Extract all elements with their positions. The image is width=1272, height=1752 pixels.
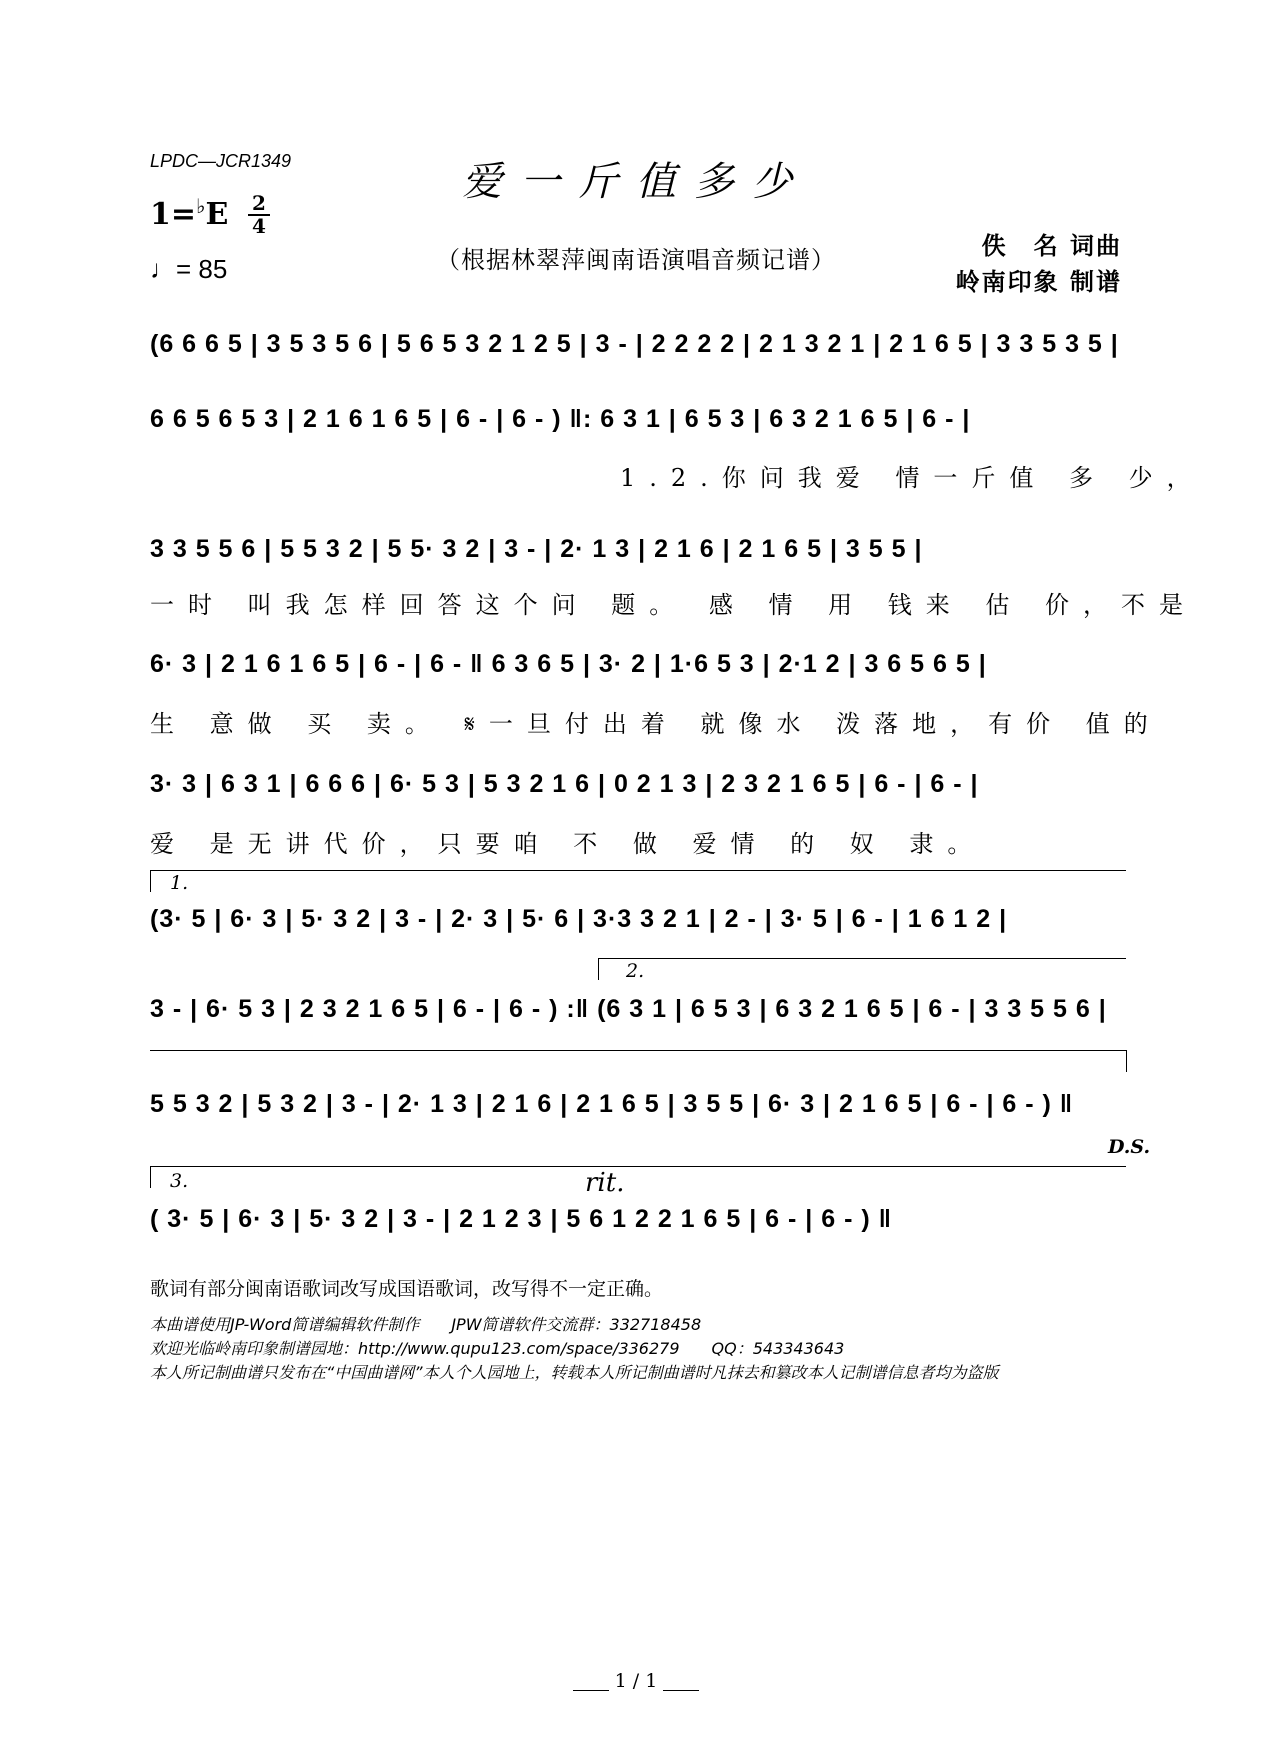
volta-bracket bbox=[598, 958, 1126, 959]
composer-credit: 佚 名 词曲 bbox=[981, 231, 1122, 260]
volta-bracket bbox=[150, 1050, 1126, 1051]
time-signature: 2 4 bbox=[248, 193, 270, 237]
footer-line: 本曲谱使用JP-Word简谱编辑软件制作 JPW简谱软件交流群：332718458 bbox=[150, 1315, 702, 1334]
score-row: (6 6 6 5 | 3 5 3 5 6 | 5 6 5 3 2 1 2 5 | 3 - | 2 2 2 2 | 2 1 3 2 1 | 2 1 6 5 | 3 3 5 3 5 | bbox=[150, 330, 1119, 358]
volta-bracket-tick bbox=[150, 870, 151, 892]
volta-label: 3. bbox=[170, 1170, 189, 1192]
lyrics-remark: 歌词有部分闽南语歌词改写成国语歌词，改写得不一定正确。 bbox=[150, 1278, 664, 1300]
volta-bracket bbox=[150, 870, 1126, 871]
score-row: (3· 5 | 6· 3 | 5· 3 2 | 3 - | 2· 3 | 5· 6 | 3·3 3 2 1 | 2 - | 3· 5 | 6 - | 1 6 1 2 | bbox=[150, 905, 1008, 933]
rit-marking: rit. bbox=[585, 1168, 625, 1198]
footer-line: 欢迎光临岭南印象制谱园地：http://www.qupu123.com/space/336279 QQ：543343643 bbox=[150, 1339, 845, 1358]
lyric-line: 爱 是无讲代价，只要咱 不 做 爱情 的 奴 隶。 bbox=[150, 830, 986, 858]
score-row: 5 5 3 2 | 5 3 2 | 3 - | 2· 1 3 | 2 1 6 | 2 1 6 5 | 3 5 5 | 6· 3 | 2 1 6 5 | 6 - | 6 - ) ‖ bbox=[150, 1090, 1074, 1118]
score-code: LPDC—JCR1349 bbox=[150, 151, 292, 171]
score-row: 3 - | 6· 5 3 | 2 3 2 1 6 5 | 6 - | 6 - ) :‖ (6 3 1 | 6 5 3 | 6 3 2 1 6 5 | 6 - | 3 3 5 5 6 | bbox=[150, 995, 1107, 1023]
volta-bracket-tick bbox=[1126, 1050, 1127, 1072]
score-row: 6 6 5 6 5 3 | 2 1 6 1 6 5 | 6 - | 6 - ) ‖: 6 3 1 | 6 5 3 | 6 3 2 1 6 5 | 6 - | bbox=[150, 405, 971, 433]
lyric-line: 一时 叫我怎样回答这个问 题。 感 情 用 钱来 估 价，不是 bbox=[150, 591, 1198, 619]
subtitle: （根据林翠萍闽南语演唱音频记谱） bbox=[436, 246, 836, 274]
key-signature: 1=♭E bbox=[150, 194, 229, 232]
volta-label: 2. bbox=[626, 960, 645, 982]
lyric-line: 生 意做 买 卖。 𝄋一旦付出着 就像水 泼落地，有价 值的 bbox=[150, 710, 1162, 738]
score-row: 6· 3 | 2 1 6 1 6 5 | 6 - | 6 - ‖ 6 3 6 5 | 3· 2 | 1·6 5 3 | 2·1 2 | 3 6 5 6 5 | bbox=[150, 650, 987, 678]
volta-bracket-tick bbox=[150, 1166, 151, 1188]
tempo-marking: ♩= 85 bbox=[150, 254, 228, 284]
ds-marking: D.S. bbox=[1108, 1136, 1151, 1158]
page-number: 1 / 1 bbox=[0, 1670, 1272, 1692]
score-row: 3 3 5 5 6 | 5 5 3 2 | 5 5· 3 2 | 3 - | 2· 1 3 | 2 1 6 | 2 1 6 5 | 3 5 5 | bbox=[150, 535, 923, 563]
page-title: 爱一斤值多少 bbox=[462, 159, 810, 205]
footer-line: 本人所记制曲谱只发布在“中国曲谱网”本人个人园地上，转载本人所记制曲谱时凡抹去和篡改本人记制谱信息者均为盗版 bbox=[150, 1363, 999, 1382]
volta-bracket-tick bbox=[598, 958, 599, 980]
volta-label: 1. bbox=[170, 872, 189, 894]
score-row: ( 3· 5 | 6· 3 | 5· 3 2 | 3 - | 2 1 2 3 | 5 6 1 2 2 1 6 5 | 6 - | 6 - ) ‖ bbox=[150, 1205, 893, 1233]
volta-bracket bbox=[150, 1166, 1126, 1167]
lyric-line: 1.2.你问我爱 情一斤值 多 少， bbox=[620, 464, 1205, 492]
score-row: 3· 3 | 6 3 1 | 6 6 6 | 6· 5 3 | 5 3 2 1 6 | 0 2 1 3 | 2 3 2 1 6 5 | 6 - | 6 - | bbox=[150, 770, 979, 798]
arranger-credit: 岭南印象 制谱 bbox=[955, 267, 1122, 296]
